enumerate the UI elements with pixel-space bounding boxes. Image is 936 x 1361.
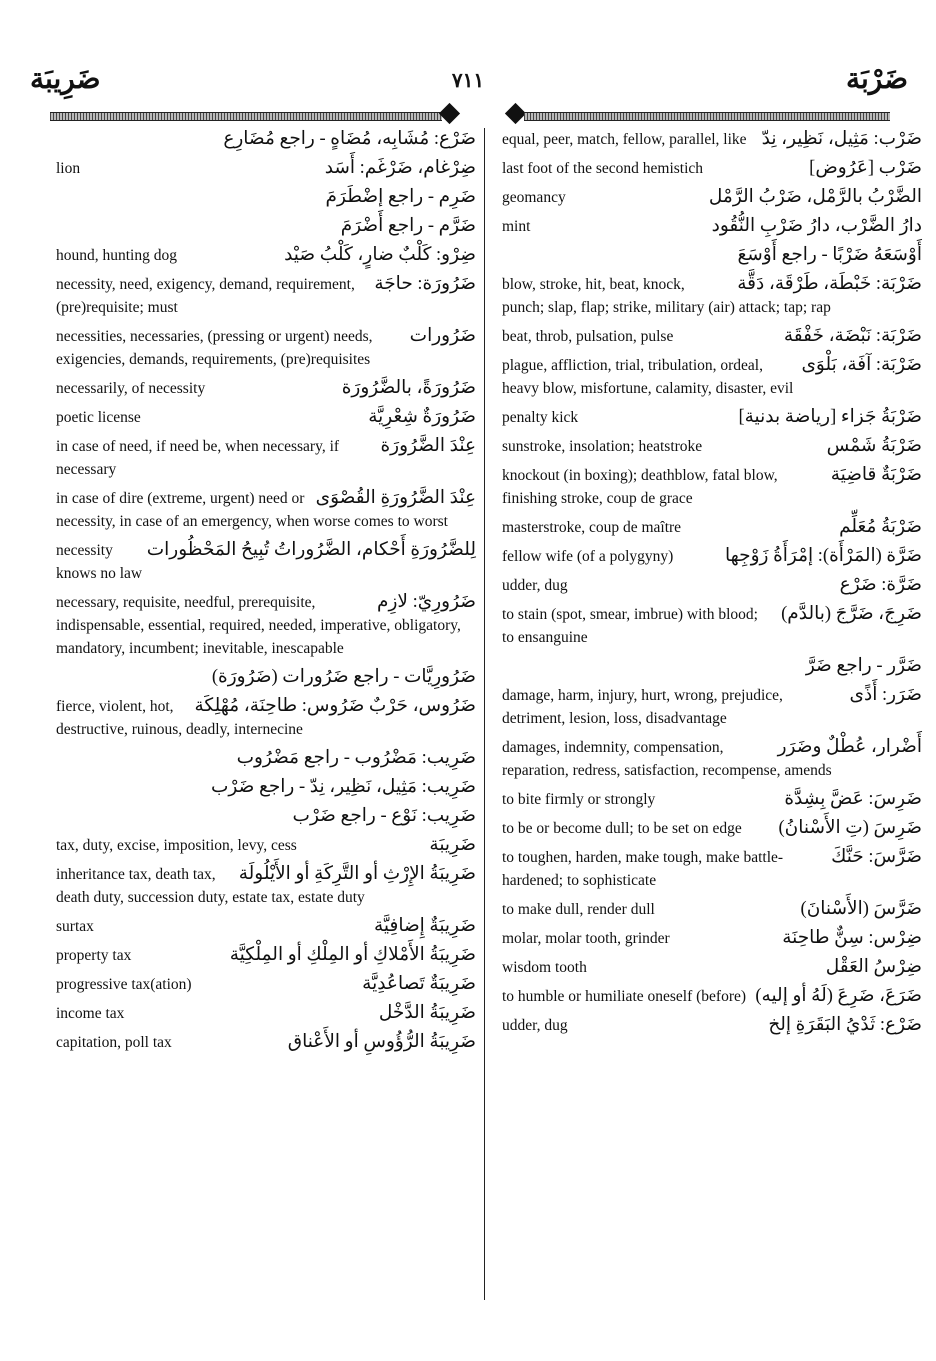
dictionary-entry [56, 128, 476, 151]
right-column [502, 128, 922, 1043]
english-definition: udder, dug [502, 1017, 568, 1034]
english-definition: damages, indemnity, compensation, reparation, redress, satisfaction, recompense, amends [502, 739, 832, 779]
dictionary-entry [502, 325, 922, 348]
arabic-headword: ضِرْس: سِنٌّ طاحِنَة [782, 928, 922, 948]
english-definition: geomancy [502, 189, 566, 206]
arabic-headword: ضَرُورَةً، بالضَّرُورَة [341, 378, 476, 398]
english-definition: blow, stroke, hit, beat, knock, punch; slap, flap; strike, military (air) attack; tap; rap [502, 276, 831, 316]
english-definition: to be or become dull; to be set on edge [502, 820, 742, 837]
dictionary-entry [502, 244, 922, 267]
dictionary-entry [56, 1031, 476, 1054]
arabic-headword: ضَرِسَ (تِ الأَسْنانُ) [778, 818, 922, 838]
english-definition: to bite firmly or strongly [502, 791, 656, 808]
arabic-headword: ضَرْبَةُ جَزاء [رياضة بدنية] [738, 407, 922, 427]
dictionary-entry [56, 944, 476, 967]
dictionary-entry [502, 406, 922, 429]
dictionary-entry [502, 927, 922, 950]
english-definition: necessity, need, exigency, demand, requirement, (pre)requisite; must [56, 276, 355, 316]
arabic-headword: أَضْرار، عُطْلٌ وضَرَر [777, 737, 922, 757]
guide-word-right: ضَرْبَة [845, 64, 908, 95]
arabic-headword: ضَرُورَةٌ شِعْرِيَّة [368, 407, 476, 427]
arabic-headword: ضَرِيبَةُ الأَمْلاكِ أو المِلْكِ أو المِلْكِيَّة [229, 945, 476, 965]
dictionary-entry [502, 788, 922, 811]
dictionary-entry [56, 186, 476, 209]
arabic-headword: ضَرَّم - راجع أَضْرَمَ [340, 216, 476, 236]
dictionary-entry [56, 244, 476, 267]
english-definition: knockout (in boxing); deathblow, fatal blow, finishing stroke, coup de grace [502, 467, 778, 507]
dictionary-entry [56, 805, 476, 828]
english-definition: capitation, poll tax [56, 1034, 172, 1051]
english-definition: last foot of the second hemistich [502, 160, 704, 177]
english-definition: masterstroke, coup de maître [502, 519, 682, 536]
english-definition: in case of dire (extreme, urgent) need or necessity, in case of an emergency, when worse comes to worst [56, 490, 448, 530]
dictionary-entry [56, 776, 476, 799]
english-definition: penalty kick [502, 409, 579, 426]
english-definition: inheritance tax, death tax, death duty, succession duty, estate tax, estate duty [56, 866, 365, 906]
arabic-headword: ضَرِيبَةُ الدَّخْل [378, 1003, 476, 1023]
arabic-headword: ضِرْسُ العَقْل [825, 957, 922, 977]
english-definition: to make dull, render dull [502, 901, 655, 918]
dictionary-entry [502, 898, 922, 921]
arabic-headword: ضَرِيبَةٌ تَصاعُدِيَّة [362, 974, 476, 994]
arabic-headword: ضَرَر: أَذًى [849, 685, 922, 705]
arabic-headword: ضَرِجَ، ضَرَّجَ (بالدَّم) [781, 604, 922, 624]
arabic-headword: ضَرَّسَ (الأَسْنانَ) [800, 899, 922, 919]
dictionary-entry [56, 435, 476, 481]
arabic-headword: عِنْدَ الضَّرُورَةِ القُصْوَى [315, 488, 476, 508]
dictionary-entry [502, 985, 922, 1008]
english-definition: tax, duty, excise, imposition, levy, cess [56, 837, 297, 854]
dictionary-entry [502, 684, 922, 730]
english-definition: lion [56, 160, 81, 177]
arabic-headword: ضَرْع: مُشَابِه، مُضَاهٍ - راجع مُضَارِع [223, 129, 476, 149]
dictionary-entry [502, 215, 922, 238]
english-definition: progressive tax(ation) [56, 976, 192, 993]
arabic-headword: ضَرِيب: نَوْع - راجع ضَرْب [292, 806, 476, 826]
arabic-headword: ضَرْع: ثَدْيُ البَقَرَةِ إلخ [768, 1015, 922, 1035]
header-rule [50, 104, 890, 128]
arabic-headword: ضَرْبَة: خَبْطَة، طَرْقَة، دَقَّة [737, 274, 922, 294]
arabic-headword: ضَرَّة (المَرْأَة): إمْرَأَةُ زَوْجِها [724, 546, 922, 566]
dictionary-entry [56, 406, 476, 429]
arabic-headword: ضَرَّة: ضَرْع [839, 575, 922, 595]
arabic-headword: الضَّرْبُ بالرَّمْل، ضَرْبُ الرَّمْل [708, 187, 922, 207]
dictionary-entry [502, 545, 922, 568]
dictionary-entry [56, 325, 476, 371]
english-definition: plague, affliction, trial, tribulation, ordeal, heavy blow, misfortune, calamity, disaster, evil [502, 357, 794, 397]
arabic-headword: أَوْسَعَهُ ضَرْبًا - راجع أَوْسَعَ [737, 245, 922, 265]
arabic-headword: ضَرَّر - راجع ضَرَّ [805, 656, 922, 676]
arabic-headword: لِلضَّرُورَةِ أَحْكام، الضَّرُوراتُ تُبِيحُ المَحْظُورات [146, 540, 476, 560]
dictionary-entry [56, 377, 476, 400]
dictionary-entry [56, 973, 476, 996]
arabic-headword: ضَرِيب: مَضْرُوب - راجع مَضْرُوب [236, 748, 476, 768]
dictionary-entry [502, 273, 922, 319]
header-diamond-left [439, 103, 460, 124]
english-definition: fellow wife (of a polygyny) [502, 548, 674, 565]
english-definition: to toughen, harden, make tough, make battle-hardened; to sophisticate [502, 849, 784, 889]
dictionary-entry [56, 834, 476, 857]
dictionary-entry [56, 1002, 476, 1025]
arabic-headword: ضَرْبَةٌ قاضِيَة [830, 465, 922, 485]
dictionary-entry [56, 915, 476, 938]
arabic-headword: ضِرْغام، ضَرْغَم: أَسَد [324, 158, 476, 178]
arabic-headword: ضَرِيبَةُ الرُّؤُوسِ أو الأَعْناق [287, 1032, 476, 1052]
arabic-headword: ضَرْبَةُ شَمْس [826, 436, 922, 456]
english-definition: income tax [56, 1005, 125, 1022]
dictionary-entry [56, 747, 476, 770]
arabic-headword: ضَرَّسَ: حَنَّكَ [831, 847, 922, 867]
english-definition: property tax [56, 947, 132, 964]
arabic-headword: ضَرِيبَةٌ إِضافِيَّة [373, 916, 476, 936]
arabic-headword: ضَرُورات [409, 326, 476, 346]
english-definition: in case of need, if need be, when necessary, if necessary [56, 438, 340, 478]
english-definition: poetic license [56, 409, 141, 426]
english-definition: sunstroke, insolation; heatstroke [502, 438, 703, 455]
dictionary-entry [56, 157, 476, 180]
header-diamond-right [505, 103, 526, 124]
dictionary-entry [56, 273, 476, 319]
arabic-headword: ضَرِيبَةُ الإِرْثِ أو التَّرِكَةِ أو الأَيْلُولَة [238, 864, 476, 884]
header-rule-left [50, 112, 442, 121]
left-column [56, 128, 476, 1060]
arabic-headword: ضَرُورِيّ: لازِم [377, 592, 476, 612]
dictionary-entry [502, 186, 922, 209]
column-divider [484, 128, 485, 1300]
arabic-headword: ضَرِم - راجع إضْطَرَمَ [325, 187, 476, 207]
english-definition: wisdom tooth [502, 959, 587, 976]
dictionary-entry [502, 128, 922, 151]
english-definition: necessity knows no law [56, 542, 143, 582]
english-definition: to humble or humiliate oneself (before) [502, 988, 747, 1005]
arabic-headword: ضَرْبَةُ مُعَلِّم [839, 517, 922, 537]
arabic-headword: ضَرْب: مَثِيل، نَظِير، نِدّ [761, 129, 922, 149]
header-rule-right [524, 112, 890, 121]
dictionary-entry [502, 464, 922, 510]
dictionary-entry [56, 863, 476, 909]
english-definition: necessities, necessaries, (pressing or urgent) needs, exigencies, demands, requirements, (pre)requisites [56, 328, 373, 368]
english-definition: necessary, requisite, needful, prerequisite, indispensable, essential, required, needed, imperative, obligatory, mandatory, incumbent; inevitable, inescapable [56, 594, 461, 657]
page-number: ٧١١ [451, 70, 485, 92]
dictionary-entry [56, 539, 476, 585]
arabic-headword: ضَرِيبَة [429, 835, 476, 855]
arabic-headword: ضَرْبَة: نَبْضَة، خَفْقَة [783, 326, 922, 346]
arabic-headword: دارُ الضَّرْب، دارُ ضَرْبِ النُّقُود [711, 216, 922, 236]
dictionary-entry [502, 736, 922, 782]
english-definition: hound, hunting dog [56, 247, 177, 264]
arabic-headword: ضَرْبَة: آفَة، بَلْوَى [801, 355, 922, 375]
english-definition: equal, peer, match, fellow, parallel, like [502, 131, 747, 148]
dictionary-entry [56, 591, 476, 660]
english-definition: molar, molar tooth, grinder [502, 930, 670, 947]
dictionary-entry [56, 666, 476, 689]
dictionary-entry [502, 1014, 922, 1037]
dictionary-entry [502, 435, 922, 458]
english-definition: mint [502, 218, 531, 235]
arabic-headword: ضَرَعَ، ضَرِعَ (لَهُ أو إليه) [755, 986, 922, 1006]
arabic-headword: ضَرُورِيَّات - راجع ضَرُورات (ضَرُورَة) [211, 667, 476, 687]
dictionary-entry [56, 487, 476, 533]
guide-word-left: ضَرِيبَة [30, 64, 101, 95]
english-definition: fierce, violent, hot, destructive, ruinous, deadly, internecine [56, 698, 303, 738]
english-definition: necessarily, of necessity [56, 380, 206, 397]
english-definition: beat, throb, pulsation, pulse [502, 328, 674, 345]
dictionary-entry [56, 695, 476, 741]
dictionary-entry [502, 655, 922, 678]
english-definition: udder, dug [502, 577, 568, 594]
dictionary-entry [502, 574, 922, 597]
arabic-headword: ضَرُوس، حَرْبٌ ضَرُوس: طاحِنَة، مُهْلِكَة [194, 696, 476, 716]
arabic-headword: عِنْدَ الضَّرُورَة [380, 436, 476, 456]
dictionary-entry [502, 354, 922, 400]
arabic-headword: ضَرْب [عَرُوض] [809, 158, 922, 178]
arabic-headword: ضِرْو: كَلْبٌ ضارٍ، كَلْبُ صَيْد [284, 245, 476, 265]
arabic-headword: ضَرِسَ: عَضَّ بِشِدَّة [784, 789, 922, 809]
dictionary-entry [502, 603, 922, 649]
english-definition: surtax [56, 918, 94, 935]
dictionary-entry [502, 157, 922, 180]
dictionary-entry [502, 516, 922, 539]
dictionary-entry [502, 846, 922, 892]
arabic-headword: ضَرُورَة: حاجَة [374, 274, 476, 294]
dictionary-entry [502, 817, 922, 840]
dictionary-entry [56, 215, 476, 238]
english-definition: damage, harm, injury, hurt, wrong, prejudice, detriment, lesion, loss, disadvantage [502, 687, 783, 727]
english-definition: to stain (spot, smear, imbrue) with blood; to ensanguine [502, 606, 758, 646]
dictionary-entry [502, 956, 922, 979]
arabic-headword: ضَرِيب: مَثِيل، نَظِير، نِدّ - راجع ضَرْب [211, 777, 476, 797]
